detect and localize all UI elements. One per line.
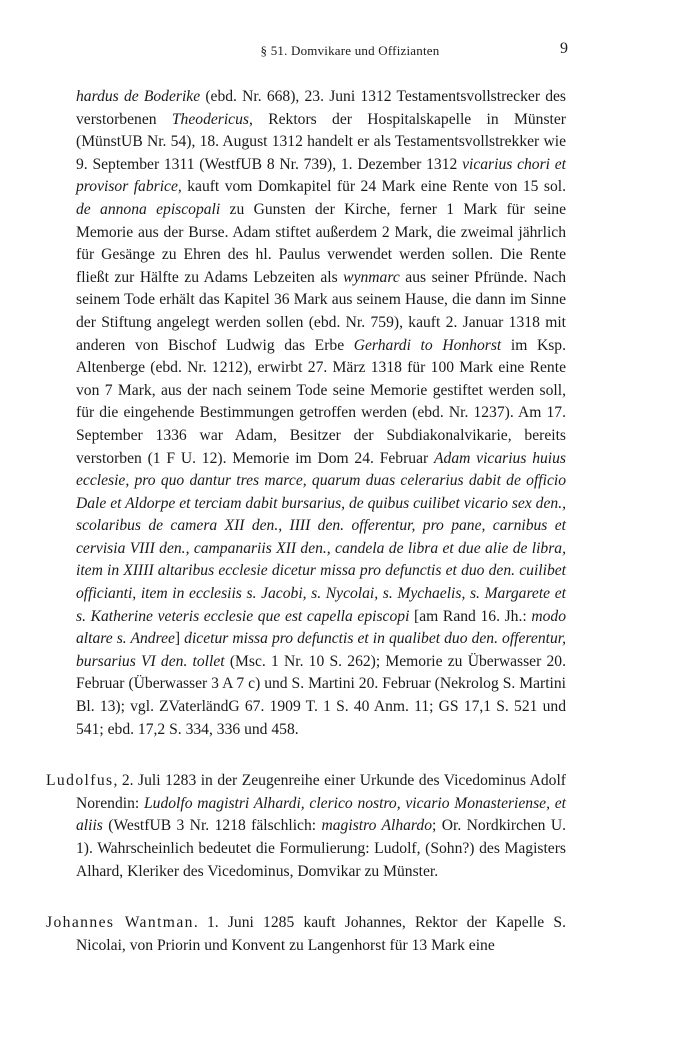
italic-text-run: dicetur missa pro defunctis et in qualibet duo den. offerentur, bursarius VI den. tollet [76,630,566,670]
page-header [0,40,700,64]
text-run: zu Gunsten der Kirche, ferner 1 Mark für seine Memorie aus der Burse. Adam stiftet außerdem 2 Mark, die zweimal jährlich für Gesänge zu Ehren des hl. Paulus verwendet werden sollen. Die Rente fließt zur Hälfte zu Adams Lebzeiten als [76,200,566,286]
text-run: kauft vom Domkapitel für 24 Mark eine Rente von 15 sol. [181,178,566,196]
italic-text-run: modo altare s. Andree [76,607,566,648]
italic-text-run: magistro Alhardo [321,817,433,835]
text-run: (WestfUB 3 Nr. 1218 fälschlich: [102,817,322,835]
italic-text-run: wynmarc [343,268,400,286]
italic-text-run: vicarius chori et provisor fabrice, [76,155,566,196]
entry-name: Johannes Wantman [46,914,194,932]
text-run: Rektors der Hospitalskapelle in Münster (MünstUB Nr. 54), 18. August 1312 handelt er als Testamentsvollstrekker wie 9. September 1311 (WestfUB 8 Nr. 739), 1. Dezember 1312 [76,110,566,173]
text-run: . 1. Juni 1285 kauft Johannes, Rektor der Kapelle S. Nicolai, von Priorin und Konvent zu Langenhorst für 13 Mark eine [76,914,566,954]
text-run: (ebd. Nr. 668), 23. Juni 1312 Testamentsvollstrecker des verstorbenen [76,88,566,128]
text-run: im Ksp. Altenberge (ebd. Nr. 1212), erwirbt 27. März 1318 für 100 Mark eine Rente von 7 Mark, aus der nach seinem Tode seine Memorie gestiftet werden soll, für die eingehende Bestimmungen getroffen werden (ebd. Nr. 1237). Am 17. September 1336 war Adam, Besitzer der Subdiakonalvikarie, bereits verstorben (1 F U. 12). Memorie im Dom 24. Februar [76,336,566,467]
text-run: [am Rand 16. Jh.: [409,607,532,625]
continued-entry-paragraph [46,86,566,741]
italic-text-run: hardus de Boderike [76,88,201,105]
italic-text-run: Theodericus, [171,110,253,128]
text-run: ] [174,630,185,648]
text-run: ; Or. Nordkirchen U. 1). Wahrscheinlich bedeutet die Formulierung: Ludolf, (Sohn?) des Magisters Alhard, Kleriker des Vicedominus, Domvikar zu Münster. [76,817,566,880]
text-run: , 2. Juli 1283 in der Zeugenreihe einer Urkunde des Vicedominus Adolf Norendin: [76,772,566,812]
italic-text-run: Adam vicarius huius ecclesie, pro quo dantur tres marce, quarum duas celerarius dabit de officio Dale et Aldorpe et terciam dabit bursarius, de quibus cuilibet vicario sex den., scolaribus de camera XII den., IIII den. offerentur, pro pane, carnibus et cervisia VIII den., campanariis XII den., candela de libra et due alie de libra, item in XIIII altaribus ecclesie dicetur missa pro defunctis et duo den. cuilibet officianti, item in ecclesiis s. Jacobi, s. Nycolai, s. Mychaelis, s. Margarete et s. Katherine veteris ecclesie que est capella episcopi [76,449,566,625]
running-title: § 51. Domvikare und Offizianten [260,43,440,58]
entry-name: Ludolfus [46,772,114,790]
italic-text-run: Gerhardi to Honhorst [353,336,502,354]
page-number: 9 [560,40,568,57]
entry-johannes-wantman [46,912,566,957]
page-body [46,86,566,957]
italic-text-run: Ludolfo magistri Alhardi, clerico nostro, vicario Monasteriense, et aliis [76,794,566,835]
text-run: aus seiner Pfründe. Nach seinem Tode erhält das Kapitel 36 Mark aus seinem Hause, die dann im Sinne der Stiftung angelegt werden sollen (ebd. Nr. 759), kauft 2. Januar 1318 mit anderen von Bischof Ludwig das Erbe [76,268,566,354]
entry-ludolfus [46,770,566,883]
text-run: (Msc. 1 Nr. 10 S. 262); Memorie zu Überwasser 20. Februar (Überwasser 3 A 7 c) und S. Martini 20. Februar (Nekrolog S. Martini Bl. 13); vgl. ZVaterländG 67. 1909 T. 1 S. 40 Anm. 11; GS 17,1 S. 521 und 541; ebd. 17,2 S. 334, 336 und 458. [76,652,566,738]
italic-text-run: de annona episcopali [76,200,221,218]
